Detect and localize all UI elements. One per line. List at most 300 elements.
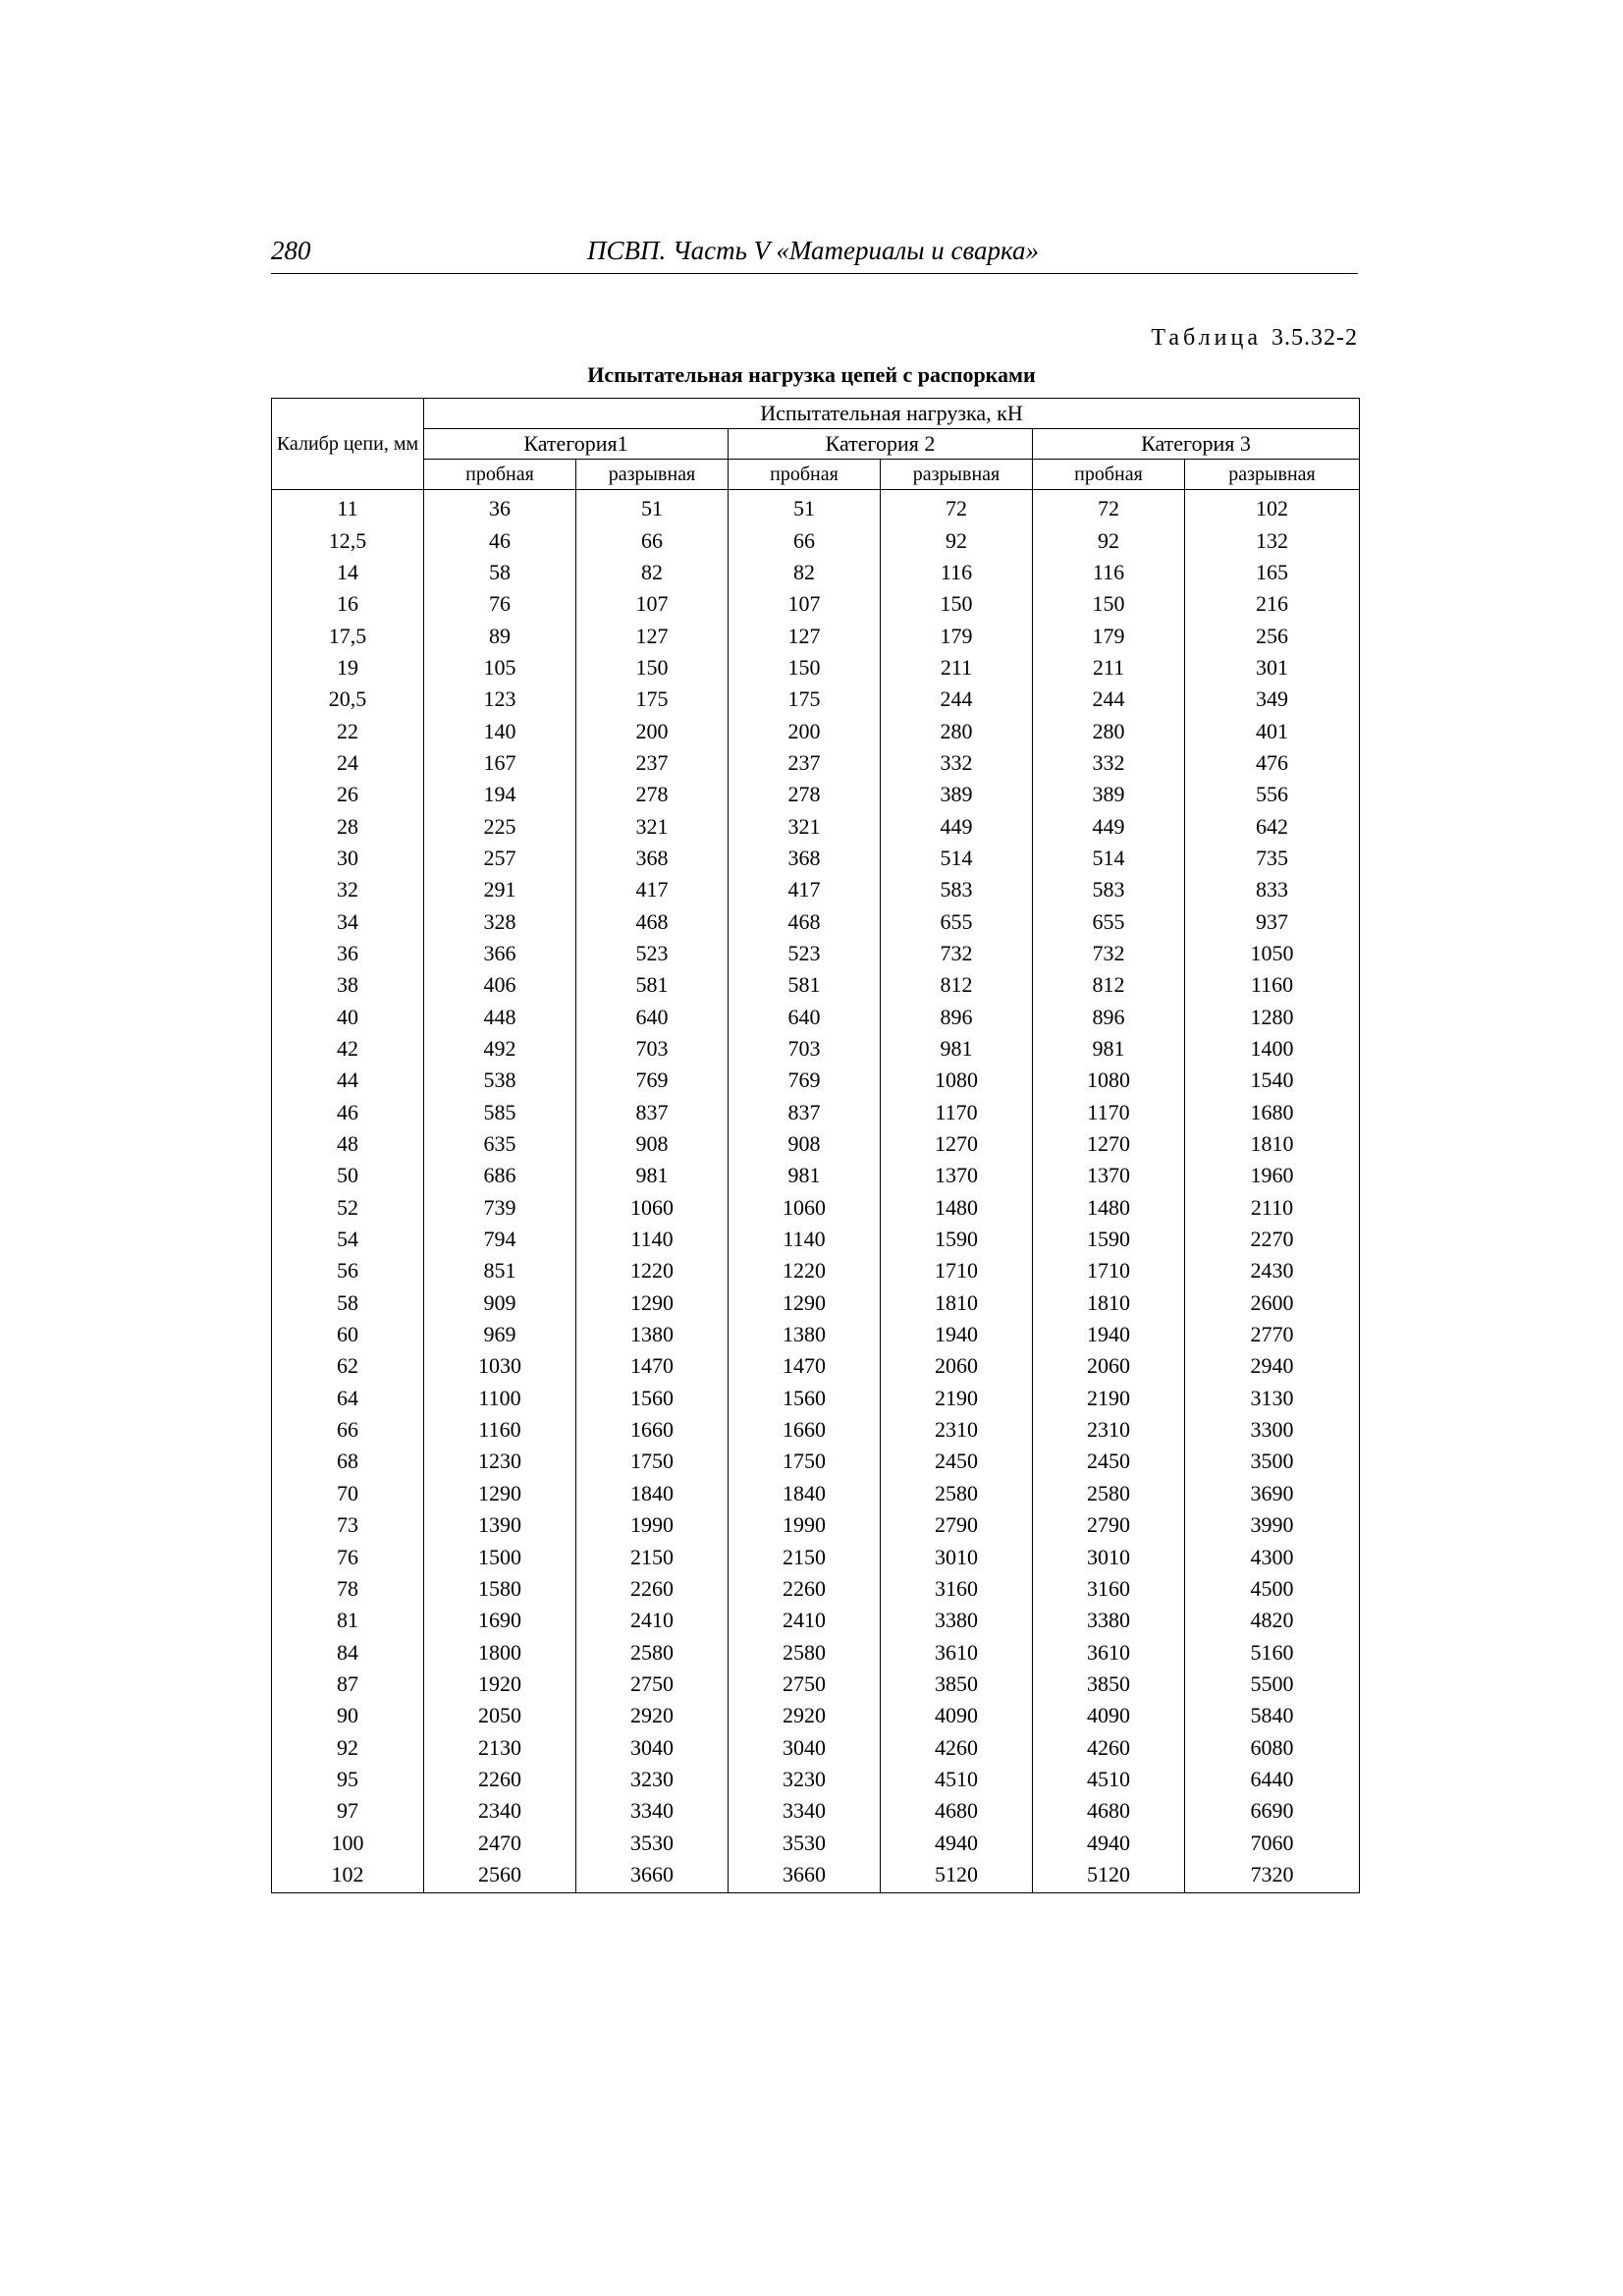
caliber-cell: 68 bbox=[272, 1446, 424, 1477]
cat3-breaking-cell: 1810 bbox=[1185, 1128, 1360, 1160]
cat3-breaking-cell: 5840 bbox=[1185, 1700, 1360, 1731]
table-row bbox=[272, 747, 1360, 779]
cat3-breaking-cell: 6080 bbox=[1185, 1731, 1360, 1763]
cat2-breaking-cell: 2190 bbox=[881, 1383, 1033, 1414]
cat3-proof-cell: 2580 bbox=[1033, 1478, 1185, 1509]
cat2-breaking-cell: 4680 bbox=[881, 1795, 1033, 1827]
cat1-breaking-cell: 107 bbox=[576, 588, 729, 620]
cat2-proof-cell: 175 bbox=[729, 683, 881, 715]
cat2-breaking-cell: 211 bbox=[881, 652, 1033, 683]
cat2-breaking-cell: 3010 bbox=[881, 1541, 1033, 1572]
cat3-breaking-cell: 401 bbox=[1185, 715, 1360, 746]
cat1-breaking-cell: 2580 bbox=[576, 1636, 729, 1667]
cat1-proof-cell: 2260 bbox=[424, 1764, 576, 1795]
cat2-proof-cell: 2150 bbox=[729, 1541, 881, 1572]
cat1-proof-cell: 366 bbox=[424, 938, 576, 969]
caliber-cell: 48 bbox=[272, 1128, 424, 1160]
cat1-proof-cell: 2470 bbox=[424, 1827, 576, 1858]
table-row bbox=[272, 905, 1360, 937]
caliber-cell: 16 bbox=[272, 588, 424, 620]
cat3-proof-cell: 2060 bbox=[1033, 1350, 1185, 1382]
caliber-cell: 87 bbox=[272, 1668, 424, 1700]
cat3-breaking-cell: 4500 bbox=[1185, 1573, 1360, 1605]
cat1-breaking-cell: 417 bbox=[576, 874, 729, 905]
proof-header-cat1: пробная bbox=[424, 460, 576, 490]
cat1-proof-cell: 257 bbox=[424, 843, 576, 874]
caliber-cell: 42 bbox=[272, 1033, 424, 1065]
cat1-breaking-cell: 150 bbox=[576, 652, 729, 683]
cat3-breaking-cell: 2940 bbox=[1185, 1350, 1360, 1382]
caliber-cell: 58 bbox=[272, 1287, 424, 1319]
table-row bbox=[272, 1605, 1360, 1636]
cat1-breaking-cell: 2260 bbox=[576, 1573, 729, 1605]
cat3-breaking-cell: 937 bbox=[1185, 905, 1360, 937]
cat3-proof-cell: 389 bbox=[1033, 779, 1185, 810]
cat2-proof-cell: 1990 bbox=[729, 1509, 881, 1541]
table-row bbox=[272, 1350, 1360, 1382]
cat3-proof-cell: 1370 bbox=[1033, 1160, 1185, 1191]
cat3-proof-cell: 4680 bbox=[1033, 1795, 1185, 1827]
cat1-proof-cell: 2560 bbox=[424, 1859, 576, 1893]
load-group-header: Испытательная нагрузка, кН bbox=[424, 399, 1360, 429]
cat3-proof-cell: 1170 bbox=[1033, 1097, 1185, 1128]
cat2-proof-cell: 908 bbox=[729, 1128, 881, 1160]
cat1-proof-cell: 794 bbox=[424, 1224, 576, 1255]
cat3-breaking-cell: 1050 bbox=[1185, 938, 1360, 969]
cat3-proof-cell: 2190 bbox=[1033, 1383, 1185, 1414]
cat2-breaking-cell: 1170 bbox=[881, 1097, 1033, 1128]
caliber-cell: 76 bbox=[272, 1541, 424, 1572]
cat3-proof-cell: 514 bbox=[1033, 843, 1185, 874]
cat2-proof-cell: 468 bbox=[729, 905, 881, 937]
cat2-proof-cell: 1470 bbox=[729, 1350, 881, 1382]
caliber-cell: 81 bbox=[272, 1605, 424, 1636]
cat2-proof-cell: 981 bbox=[729, 1160, 881, 1191]
caliber-cell: 92 bbox=[272, 1731, 424, 1763]
cat2-breaking-cell: 812 bbox=[881, 969, 1033, 1001]
cat2-breaking-cell: 449 bbox=[881, 810, 1033, 842]
cat3-proof-cell: 1710 bbox=[1033, 1255, 1185, 1286]
cat1-proof-cell: 58 bbox=[424, 557, 576, 588]
cat2-breaking-cell: 1480 bbox=[881, 1192, 1033, 1224]
category-1-header: Категория1 bbox=[424, 429, 729, 460]
cat3-proof-cell: 981 bbox=[1033, 1033, 1185, 1065]
cat1-breaking-cell: 1560 bbox=[576, 1383, 729, 1414]
cat1-proof-cell: 167 bbox=[424, 747, 576, 779]
cat2-breaking-cell: 1370 bbox=[881, 1160, 1033, 1191]
cat1-proof-cell: 492 bbox=[424, 1033, 576, 1065]
cat1-breaking-cell: 468 bbox=[576, 905, 729, 937]
cat3-proof-cell: 3010 bbox=[1033, 1541, 1185, 1572]
caliber-cell: 32 bbox=[272, 874, 424, 905]
cat2-breaking-cell: 583 bbox=[881, 874, 1033, 905]
cat2-proof-cell: 2580 bbox=[729, 1636, 881, 1667]
cat1-breaking-cell: 368 bbox=[576, 843, 729, 874]
cat3-proof-cell: 3380 bbox=[1033, 1605, 1185, 1636]
cat2-breaking-cell: 2790 bbox=[881, 1509, 1033, 1541]
cat3-proof-cell: 116 bbox=[1033, 557, 1185, 588]
cat2-proof-cell: 1380 bbox=[729, 1319, 881, 1350]
cat3-breaking-cell: 301 bbox=[1185, 652, 1360, 683]
cat2-proof-cell: 1560 bbox=[729, 1383, 881, 1414]
cat2-breaking-cell: 4940 bbox=[881, 1827, 1033, 1858]
cat1-breaking-cell: 2750 bbox=[576, 1668, 729, 1700]
caliber-cell: 56 bbox=[272, 1255, 424, 1286]
cat3-proof-cell: 4940 bbox=[1033, 1827, 1185, 1858]
cat1-proof-cell: 76 bbox=[424, 588, 576, 620]
table-label-number: 3.5.32-2 bbox=[1271, 325, 1358, 351]
cat3-proof-cell: 5120 bbox=[1033, 1859, 1185, 1893]
cat2-breaking-cell: 896 bbox=[881, 1002, 1033, 1033]
cat3-breaking-cell: 3990 bbox=[1185, 1509, 1360, 1541]
cat1-breaking-cell: 640 bbox=[576, 1002, 729, 1033]
cat2-breaking-cell: 389 bbox=[881, 779, 1033, 810]
cat3-breaking-cell: 556 bbox=[1185, 779, 1360, 810]
cat2-breaking-cell: 1940 bbox=[881, 1319, 1033, 1350]
cat3-proof-cell: 1940 bbox=[1033, 1319, 1185, 1350]
table-row bbox=[272, 969, 1360, 1001]
cat3-proof-cell: 2310 bbox=[1033, 1414, 1185, 1446]
cat3-breaking-cell: 4300 bbox=[1185, 1541, 1360, 1572]
caliber-cell: 84 bbox=[272, 1636, 424, 1667]
cat2-proof-cell: 200 bbox=[729, 715, 881, 746]
table-row bbox=[272, 1128, 1360, 1160]
cat2-proof-cell: 1840 bbox=[729, 1478, 881, 1509]
cat1-breaking-cell: 703 bbox=[576, 1033, 729, 1065]
cat1-breaking-cell: 175 bbox=[576, 683, 729, 715]
cat3-breaking-cell: 833 bbox=[1185, 874, 1360, 905]
cat2-breaking-cell: 150 bbox=[881, 588, 1033, 620]
cat3-breaking-cell: 102 bbox=[1185, 490, 1360, 525]
cat2-breaking-cell: 116 bbox=[881, 557, 1033, 588]
cat2-breaking-cell: 3380 bbox=[881, 1605, 1033, 1636]
caliber-cell: 78 bbox=[272, 1573, 424, 1605]
cat1-proof-cell: 1580 bbox=[424, 1573, 576, 1605]
table-row bbox=[272, 1033, 1360, 1065]
cat2-proof-cell: 321 bbox=[729, 810, 881, 842]
cat1-breaking-cell: 1140 bbox=[576, 1224, 729, 1255]
table-row bbox=[272, 938, 1360, 969]
cat1-breaking-cell: 51 bbox=[576, 490, 729, 525]
cat2-proof-cell: 1220 bbox=[729, 1255, 881, 1286]
cat3-breaking-cell: 7320 bbox=[1185, 1859, 1360, 1893]
caliber-cell: 70 bbox=[272, 1478, 424, 1509]
cat1-proof-cell: 909 bbox=[424, 1287, 576, 1319]
cat2-proof-cell: 837 bbox=[729, 1097, 881, 1128]
category-3-header: Категория 3 bbox=[1033, 429, 1360, 460]
table-row bbox=[272, 1319, 1360, 1350]
table-row bbox=[272, 810, 1360, 842]
cat1-breaking-cell: 3040 bbox=[576, 1731, 729, 1763]
caliber-cell: 100 bbox=[272, 1827, 424, 1858]
cat2-proof-cell: 640 bbox=[729, 1002, 881, 1033]
caliber-cell: 46 bbox=[272, 1097, 424, 1128]
cat3-breaking-cell: 2270 bbox=[1185, 1224, 1360, 1255]
cat3-proof-cell: 1590 bbox=[1033, 1224, 1185, 1255]
table-row bbox=[272, 1731, 1360, 1763]
cat3-proof-cell: 4260 bbox=[1033, 1731, 1185, 1763]
table-row bbox=[272, 874, 1360, 905]
breaking-header-cat1: разрывная bbox=[576, 460, 729, 490]
page-header bbox=[271, 236, 1358, 274]
caliber-cell: 17,5 bbox=[272, 620, 424, 651]
cat2-proof-cell: 703 bbox=[729, 1033, 881, 1065]
cat2-proof-cell: 150 bbox=[729, 652, 881, 683]
cat1-proof-cell: 46 bbox=[424, 524, 576, 556]
caliber-cell: 54 bbox=[272, 1224, 424, 1255]
cat2-proof-cell: 769 bbox=[729, 1065, 881, 1096]
cat1-breaking-cell: 2410 bbox=[576, 1605, 729, 1636]
cat2-breaking-cell: 332 bbox=[881, 747, 1033, 779]
table-row bbox=[272, 1509, 1360, 1541]
cat1-proof-cell: 1030 bbox=[424, 1350, 576, 1382]
table-row bbox=[272, 843, 1360, 874]
caliber-cell: 20,5 bbox=[272, 683, 424, 715]
cat1-proof-cell: 1230 bbox=[424, 1446, 576, 1477]
cat3-proof-cell: 896 bbox=[1033, 1002, 1185, 1033]
cat1-proof-cell: 140 bbox=[424, 715, 576, 746]
cat1-proof-cell: 448 bbox=[424, 1002, 576, 1033]
caliber-cell: 11 bbox=[272, 490, 424, 525]
cat1-breaking-cell: 908 bbox=[576, 1128, 729, 1160]
cat3-breaking-cell: 476 bbox=[1185, 747, 1360, 779]
cat1-breaking-cell: 2920 bbox=[576, 1700, 729, 1731]
test-load-table bbox=[271, 398, 1360, 1893]
table-row bbox=[272, 1700, 1360, 1731]
table-row bbox=[272, 1859, 1360, 1893]
caliber-cell: 102 bbox=[272, 1859, 424, 1893]
caliber-cell: 40 bbox=[272, 1002, 424, 1033]
caliber-cell: 22 bbox=[272, 715, 424, 746]
cat1-breaking-cell: 3340 bbox=[576, 1795, 729, 1827]
caliber-cell: 28 bbox=[272, 810, 424, 842]
cat1-breaking-cell: 278 bbox=[576, 779, 729, 810]
caliber-cell: 38 bbox=[272, 969, 424, 1001]
cat2-breaking-cell: 2580 bbox=[881, 1478, 1033, 1509]
cat3-breaking-cell: 1160 bbox=[1185, 969, 1360, 1001]
cat2-breaking-cell: 72 bbox=[881, 490, 1033, 525]
caliber-cell: 26 bbox=[272, 779, 424, 810]
cat1-proof-cell: 1100 bbox=[424, 1383, 576, 1414]
cat3-breaking-cell: 132 bbox=[1185, 524, 1360, 556]
cat1-proof-cell: 328 bbox=[424, 905, 576, 937]
cat2-proof-cell: 3530 bbox=[729, 1827, 881, 1858]
cat1-breaking-cell: 1290 bbox=[576, 1287, 729, 1319]
cat2-proof-cell: 127 bbox=[729, 620, 881, 651]
cat1-proof-cell: 2050 bbox=[424, 1700, 576, 1731]
caliber-cell: 14 bbox=[272, 557, 424, 588]
cat3-proof-cell: 2450 bbox=[1033, 1446, 1185, 1477]
cat1-breaking-cell: 1060 bbox=[576, 1192, 729, 1224]
cat2-proof-cell: 1660 bbox=[729, 1414, 881, 1446]
cat3-breaking-cell: 2110 bbox=[1185, 1192, 1360, 1224]
cat3-breaking-cell: 3690 bbox=[1185, 1478, 1360, 1509]
cat1-breaking-cell: 82 bbox=[576, 557, 729, 588]
cat3-breaking-cell: 4820 bbox=[1185, 1605, 1360, 1636]
proof-header-cat3: пробная bbox=[1033, 460, 1185, 490]
table-row bbox=[272, 1764, 1360, 1795]
cat1-breaking-cell: 127 bbox=[576, 620, 729, 651]
table-row bbox=[272, 1192, 1360, 1224]
cat3-proof-cell: 1080 bbox=[1033, 1065, 1185, 1096]
cat2-breaking-cell: 4260 bbox=[881, 1731, 1033, 1763]
cat1-breaking-cell: 200 bbox=[576, 715, 729, 746]
cat1-breaking-cell: 1840 bbox=[576, 1478, 729, 1509]
cat1-proof-cell: 1160 bbox=[424, 1414, 576, 1446]
table-row bbox=[272, 1668, 1360, 1700]
cat2-breaking-cell: 244 bbox=[881, 683, 1033, 715]
cat3-proof-cell: 812 bbox=[1033, 969, 1185, 1001]
cat3-breaking-cell: 256 bbox=[1185, 620, 1360, 651]
cat3-proof-cell: 332 bbox=[1033, 747, 1185, 779]
cat3-breaking-cell: 2770 bbox=[1185, 1319, 1360, 1350]
cat2-proof-cell: 1140 bbox=[729, 1224, 881, 1255]
cat2-proof-cell: 2750 bbox=[729, 1668, 881, 1700]
cat3-proof-cell: 583 bbox=[1033, 874, 1185, 905]
cat1-breaking-cell: 1660 bbox=[576, 1414, 729, 1446]
cat2-proof-cell: 2920 bbox=[729, 1700, 881, 1731]
cat1-breaking-cell: 837 bbox=[576, 1097, 729, 1128]
cat2-breaking-cell: 655 bbox=[881, 905, 1033, 937]
caliber-cell: 30 bbox=[272, 843, 424, 874]
cat1-breaking-cell: 1470 bbox=[576, 1350, 729, 1382]
caliber-cell: 24 bbox=[272, 747, 424, 779]
table-row bbox=[272, 1160, 1360, 1191]
cat3-breaking-cell: 1280 bbox=[1185, 1002, 1360, 1033]
caliber-cell: 44 bbox=[272, 1065, 424, 1096]
cat2-proof-cell: 523 bbox=[729, 938, 881, 969]
table-row bbox=[272, 490, 1360, 525]
cat3-proof-cell: 1810 bbox=[1033, 1287, 1185, 1319]
cat3-proof-cell: 244 bbox=[1033, 683, 1185, 715]
table-row bbox=[272, 683, 1360, 715]
cat3-breaking-cell: 3130 bbox=[1185, 1383, 1360, 1414]
cat2-breaking-cell: 1590 bbox=[881, 1224, 1033, 1255]
cat1-proof-cell: 36 bbox=[424, 490, 576, 525]
cat1-proof-cell: 686 bbox=[424, 1160, 576, 1191]
cat3-breaking-cell: 1540 bbox=[1185, 1065, 1360, 1096]
cat1-breaking-cell: 581 bbox=[576, 969, 729, 1001]
cat3-breaking-cell: 735 bbox=[1185, 843, 1360, 874]
table-row bbox=[272, 1287, 1360, 1319]
cat1-proof-cell: 105 bbox=[424, 652, 576, 683]
cat3-breaking-cell: 1680 bbox=[1185, 1097, 1360, 1128]
caliber-cell: 34 bbox=[272, 905, 424, 937]
cat1-proof-cell: 123 bbox=[424, 683, 576, 715]
cat2-proof-cell: 3660 bbox=[729, 1859, 881, 1893]
cat2-proof-cell: 417 bbox=[729, 874, 881, 905]
table-row bbox=[272, 1795, 1360, 1827]
cat3-proof-cell: 72 bbox=[1033, 490, 1185, 525]
running-title: ПСВП. Часть V «Материалы и сварка» bbox=[587, 236, 1040, 265]
table-row bbox=[272, 557, 1360, 588]
breaking-header-cat3: разрывная bbox=[1185, 460, 1360, 490]
caliber-cell: 95 bbox=[272, 1764, 424, 1795]
cat2-breaking-cell: 3610 bbox=[881, 1636, 1033, 1667]
page-number: 280 bbox=[271, 236, 311, 265]
cat2-proof-cell: 107 bbox=[729, 588, 881, 620]
cat1-proof-cell: 538 bbox=[424, 1065, 576, 1096]
cat3-proof-cell: 211 bbox=[1033, 652, 1185, 683]
cat2-breaking-cell: 1710 bbox=[881, 1255, 1033, 1286]
cat2-proof-cell: 581 bbox=[729, 969, 881, 1001]
cat3-proof-cell: 3850 bbox=[1033, 1668, 1185, 1700]
cat3-proof-cell: 449 bbox=[1033, 810, 1185, 842]
cat1-breaking-cell: 1990 bbox=[576, 1509, 729, 1541]
cat3-proof-cell: 280 bbox=[1033, 715, 1185, 746]
table-row bbox=[272, 524, 1360, 556]
proof-header-cat2: пробная bbox=[729, 460, 881, 490]
cat2-proof-cell: 66 bbox=[729, 524, 881, 556]
cat3-breaking-cell: 6690 bbox=[1185, 1795, 1360, 1827]
caliber-column-header: Калибр цепи, мм bbox=[272, 399, 424, 490]
cat1-proof-cell: 739 bbox=[424, 1192, 576, 1224]
cat3-proof-cell: 92 bbox=[1033, 524, 1185, 556]
cat2-breaking-cell: 3160 bbox=[881, 1573, 1033, 1605]
category-2-header: Категория 2 bbox=[729, 429, 1033, 460]
cat2-breaking-cell: 2450 bbox=[881, 1446, 1033, 1477]
caliber-cell: 90 bbox=[272, 1700, 424, 1731]
cat3-breaking-cell: 6440 bbox=[1185, 1764, 1360, 1795]
cat1-breaking-cell: 3230 bbox=[576, 1764, 729, 1795]
table-row bbox=[272, 715, 1360, 746]
cat3-breaking-cell: 642 bbox=[1185, 810, 1360, 842]
table-row bbox=[272, 1414, 1360, 1446]
cat1-proof-cell: 1290 bbox=[424, 1478, 576, 1509]
cat2-breaking-cell: 1270 bbox=[881, 1128, 1033, 1160]
cat1-proof-cell: 89 bbox=[424, 620, 576, 651]
cat3-breaking-cell: 1960 bbox=[1185, 1160, 1360, 1191]
table-title: Испытательная нагрузка цепей с распорками bbox=[587, 362, 1036, 387]
cat1-proof-cell: 1500 bbox=[424, 1541, 576, 1572]
cat2-proof-cell: 368 bbox=[729, 843, 881, 874]
caliber-cell: 36 bbox=[272, 938, 424, 969]
breaking-header-cat2: разрывная bbox=[881, 460, 1033, 490]
cat1-breaking-cell: 237 bbox=[576, 747, 729, 779]
cat1-proof-cell: 2340 bbox=[424, 1795, 576, 1827]
cat3-breaking-cell: 2600 bbox=[1185, 1287, 1360, 1319]
cat3-proof-cell: 655 bbox=[1033, 905, 1185, 937]
caliber-cell: 66 bbox=[272, 1414, 424, 1446]
table-row bbox=[272, 652, 1360, 683]
cat2-breaking-cell: 4090 bbox=[881, 1700, 1033, 1731]
cat1-proof-cell: 635 bbox=[424, 1128, 576, 1160]
cat3-breaking-cell: 7060 bbox=[1185, 1827, 1360, 1858]
cat1-breaking-cell: 3660 bbox=[576, 1859, 729, 1893]
table-label-word: Таблица bbox=[1151, 325, 1262, 351]
cat2-proof-cell: 2410 bbox=[729, 1605, 881, 1636]
cat1-proof-cell: 585 bbox=[424, 1097, 576, 1128]
table-row bbox=[272, 1224, 1360, 1255]
cat1-breaking-cell: 1750 bbox=[576, 1446, 729, 1477]
cat3-proof-cell: 150 bbox=[1033, 588, 1185, 620]
cat2-breaking-cell: 981 bbox=[881, 1033, 1033, 1065]
cat3-proof-cell: 4090 bbox=[1033, 1700, 1185, 1731]
cat1-breaking-cell: 981 bbox=[576, 1160, 729, 1191]
cat1-breaking-cell: 66 bbox=[576, 524, 729, 556]
cat2-proof-cell: 82 bbox=[729, 557, 881, 588]
cat1-breaking-cell: 2150 bbox=[576, 1541, 729, 1572]
cat3-breaking-cell: 5160 bbox=[1185, 1636, 1360, 1667]
cat2-breaking-cell: 1080 bbox=[881, 1065, 1033, 1096]
cat2-proof-cell: 1060 bbox=[729, 1192, 881, 1224]
caliber-cell: 60 bbox=[272, 1319, 424, 1350]
cat1-breaking-cell: 1220 bbox=[576, 1255, 729, 1286]
cat3-proof-cell: 2790 bbox=[1033, 1509, 1185, 1541]
cat1-proof-cell: 194 bbox=[424, 779, 576, 810]
cat1-breaking-cell: 1380 bbox=[576, 1319, 729, 1350]
caliber-cell: 12,5 bbox=[272, 524, 424, 556]
